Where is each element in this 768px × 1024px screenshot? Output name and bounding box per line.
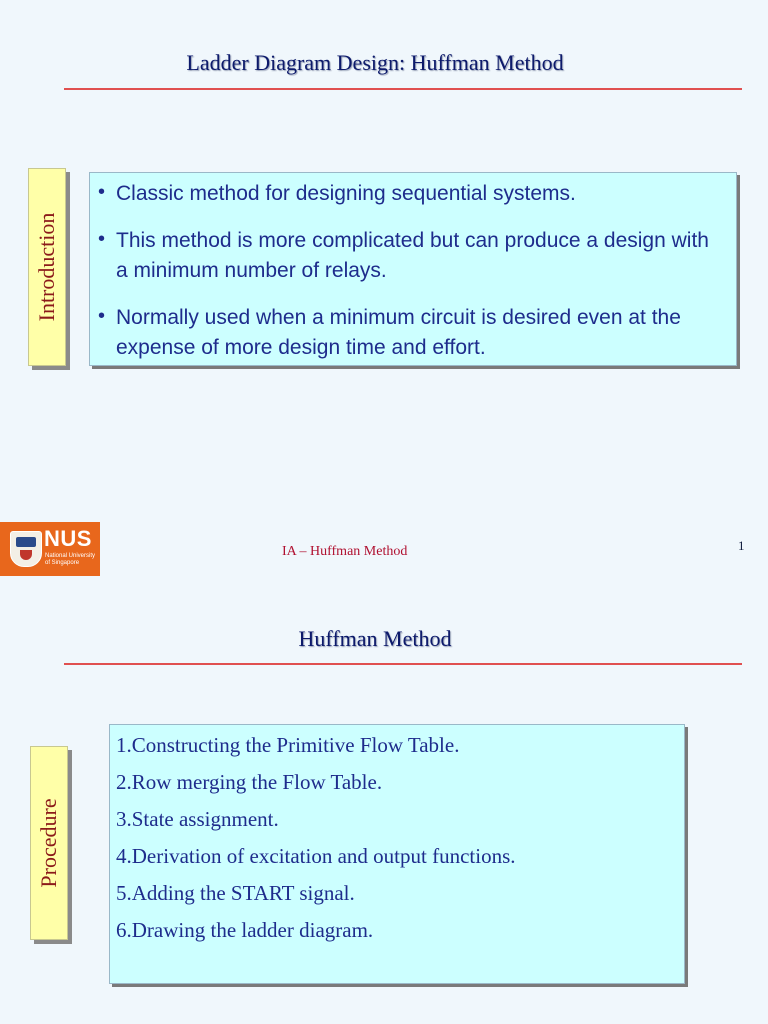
step-item: 1.Constructing the Primitive Flow Table.	[116, 733, 460, 757]
side-tab-introduction	[28, 168, 66, 366]
side-tab-procedure	[30, 746, 68, 940]
title-rule	[64, 88, 742, 90]
step-item: 2.Row merging the Flow Table.	[116, 770, 383, 794]
procedure-box	[109, 724, 685, 984]
procedure-step-list	[110, 725, 684, 949]
side-tab-label: Introduction	[34, 212, 59, 322]
step-item: 6.Drawing the ladder diagram.	[116, 918, 374, 942]
intro-box	[89, 172, 737, 366]
slide-2	[0, 598, 768, 1024]
side-tab-label: Procedure	[36, 798, 61, 888]
page-number: 1	[738, 538, 745, 553]
step-item: 4.Derivation of excitation and output functions.	[116, 844, 516, 868]
crest-icon	[10, 531, 42, 567]
slide-footer: IA – Huffman Method	[282, 544, 408, 559]
logo-subtitle: National University of Singapore	[45, 553, 96, 566]
slide-1-title: Ladder Diagram Design: Huffman Method	[186, 50, 564, 75]
step-item: 3.State assignment.	[116, 807, 279, 831]
slide-2-title: Huffman Method	[298, 626, 452, 651]
nus-logo	[0, 522, 100, 576]
bullet-item: • Classic method for designing sequential systems.	[90, 179, 718, 209]
intro-bullet-list	[90, 173, 736, 363]
step-item: 5.Adding the START signal.	[116, 881, 355, 905]
bullet-item: • This method is more complicated but can produce a design with a minimum number of relays.	[90, 226, 718, 286]
bullet-item: • Normally used when a minimum circuit is desired even at the expense of more design time and effort.	[90, 303, 718, 363]
title-rule	[64, 663, 742, 665]
logo-name: NUS	[44, 526, 92, 551]
